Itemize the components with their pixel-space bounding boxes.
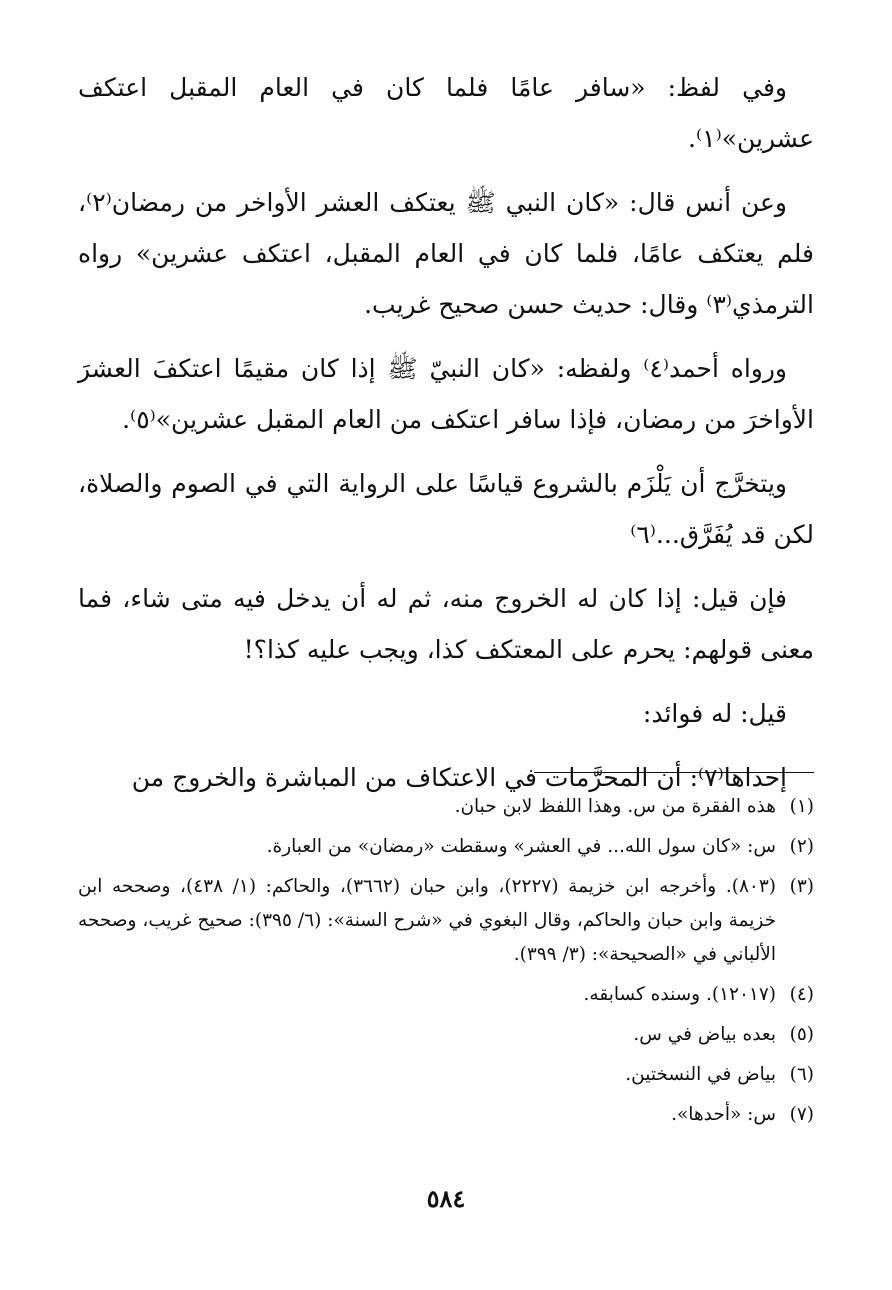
- footnote-text: بياض في النسختين.: [625, 1064, 776, 1085]
- footnote-number: (٤): [789, 984, 814, 1005]
- footnotes: [78, 790, 814, 1138]
- paragraph: وفي لفظ: «سافر عامًا فلما كان في العام المقبل اعتكف عشرين»⁽١⁾.: [78, 73, 814, 153]
- paragraph: وعن أنس قال: «كان النبي ﷺ يعتكف العشر الأواخر من رمضان⁽٢⁾، فلم يعتكف عامًا، فلما كان في العام المقبل، اعتكف عشرين» رواه الترمذي⁽٣⁾ وقال: حديث حسن صحيح غريب.: [78, 188, 814, 319]
- footnote-text: س: «كان سول الله... في العشر» وسقطت «رمضان» من العبارة.: [266, 836, 776, 857]
- main-text: [78, 62, 814, 816]
- paragraph: ورواه أحمد⁽٤⁾ ولفظه: «كان النبيّ ﷺ إذا كان مقيمًا اعتكفَ العشرَ الأواخرَ من رمضان، فإذا سافر اعتكف من العام المقبل عشرين»⁽٥⁾.: [78, 354, 814, 434]
- paragraph: ويتخرَّج أن يَلْزَم بالشروع قياسًا على الرواية التي في الصوم والصلاة، لكن قد يُفَرَّق...⁽٦⁾: [78, 469, 814, 549]
- footnote-text: (٨٠٣). وأخرجه ابن خزيمة (٢٢٢٧)، وابن حبان (٣٦٦٢)، والحاكم: (١/ ٤٣٨)، وصححه ابن خزيمة وابن حبان والحاكم، وقال البغوي في «شرح السنة»: (٦/ ٣٩٥): صحيح غريب، وصححه الألباني في «الصحيحة»: (٣/ ٣٩٩).: [78, 876, 776, 965]
- footnote-item: [78, 1098, 814, 1132]
- footnote-text: هذه الفقرة من س. وهذا اللفظ لابن حبان.: [454, 796, 776, 817]
- paragraph: قيل: له فوائد:: [642, 699, 787, 728]
- footnote-item: [78, 1058, 814, 1092]
- page-number: ٥٨٤: [426, 1184, 466, 1213]
- footnote-item: [78, 830, 814, 864]
- footnote-item: [78, 790, 814, 824]
- footnote-number: (٢): [789, 836, 814, 857]
- footnote-divider: [534, 772, 814, 773]
- footnote-number: (٧): [789, 1104, 814, 1125]
- footnote-item: [78, 978, 814, 1012]
- paragraph: إحداها⁽٧⁾: أن المحرَّمات في الاعتكاف من المباشرة والخروج من: [131, 763, 787, 792]
- footnote-text: (١٢٠١٧). وسنده كسابقه.: [583, 984, 776, 1005]
- footnote-number: (١): [789, 796, 814, 817]
- footnote-text: س: «أحدها».: [671, 1104, 776, 1125]
- footnote-number: (٥): [789, 1024, 814, 1045]
- footnote-number: (٦): [789, 1064, 814, 1085]
- footnote-item: [78, 870, 814, 972]
- footnote-item: [78, 1018, 814, 1052]
- footnote-number: (٣): [789, 876, 814, 897]
- footnote-text: بعده بياض في س.: [633, 1024, 776, 1045]
- paragraph: فإن قيل: إذا كان له الخروج منه، ثم له أن يدخل فيه متى شاء، فما معنى قولهم: يحرم على المعتكف كذا، ويجب عليه كذا؟!: [78, 584, 814, 664]
